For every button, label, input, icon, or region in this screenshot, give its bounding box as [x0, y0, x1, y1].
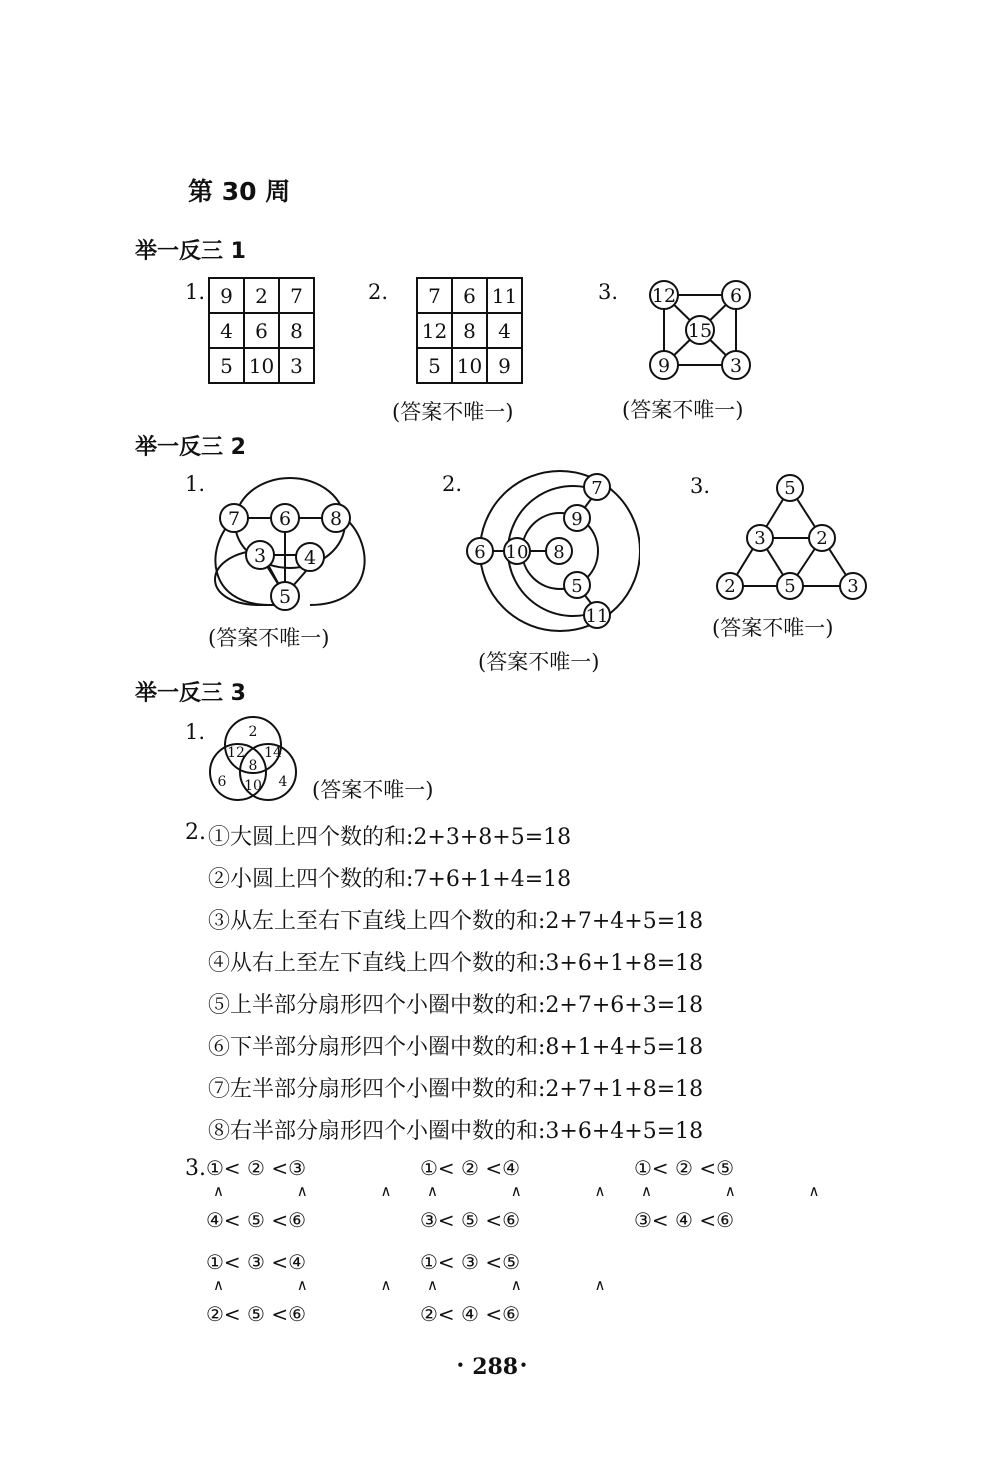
node-label: 2	[816, 528, 828, 549]
sum-line: ④从右上至左下直线上四个数的和:3+6+1+8=18	[208, 951, 704, 976]
grid-cell: 2	[244, 278, 279, 313]
grid-cell: 4	[209, 313, 244, 348]
concentric-circle-diagram	[460, 465, 640, 640]
arrangement-top: ①< ② <④	[420, 1156, 521, 1180]
node-label: 15	[687, 320, 713, 342]
venn-label: 8	[248, 758, 258, 774]
section-heading-1: 举一反三 1	[135, 239, 246, 264]
venn-diagram	[203, 712, 308, 807]
magic-square-2	[416, 277, 523, 384]
venn-label: 14	[264, 745, 282, 761]
s3-q1-label: 1.	[185, 720, 206, 744]
node-label: 3	[847, 576, 859, 597]
arrangement-top: ①< ③ <④	[206, 1250, 307, 1274]
grid-cell: 9	[487, 348, 522, 383]
triangle-diagram	[705, 468, 880, 608]
node-label: 3	[253, 545, 267, 567]
caret-row: ∧ ∧ ∧	[213, 1182, 426, 1200]
section-heading-3: 举一反三 3	[135, 681, 246, 706]
grid-cell: 6	[244, 313, 279, 348]
page-number-text: 288	[472, 1354, 519, 1380]
s1-q3-label: 3.	[598, 280, 619, 304]
s3-q3-label: 3.	[185, 1156, 206, 1181]
node-label: 7	[227, 508, 241, 530]
arrangement-bottom: ④< ⑤ <⑥	[206, 1208, 307, 1232]
s2-q1-note: (答案不唯一)	[208, 626, 330, 650]
square-network-diagram	[640, 275, 760, 385]
dots-decoration: ⠂	[518, 1354, 536, 1380]
caret-row: ∧ ∧ ∧	[427, 1182, 640, 1200]
node-label: 12	[651, 285, 677, 307]
caret-row: ∧ ∧ ∧	[213, 1276, 426, 1294]
grid-cell: 5	[417, 348, 452, 383]
node-label: 6	[729, 285, 743, 307]
node-label: 5	[784, 478, 796, 499]
grid-cell: 11	[487, 278, 522, 313]
grid-cell: 12	[417, 313, 452, 348]
s3-q2-label: 2.	[185, 820, 206, 845]
node-label: 5	[571, 576, 583, 597]
node-label: 5	[278, 586, 292, 608]
s3-q1-note: (答案不唯一)	[312, 778, 434, 802]
grid-cell: 10	[452, 348, 487, 383]
page-number	[455, 1354, 535, 1380]
arrangement-top: ①< ② <③	[206, 1156, 307, 1180]
sum-line: ③从左上至右下直线上四个数的和:2+7+4+5=18	[208, 909, 704, 934]
node-label: 9	[657, 355, 671, 377]
grid-cell: 7	[417, 278, 452, 313]
node-label: 11	[585, 606, 609, 627]
section-heading-2: 举一反三 2	[135, 435, 246, 460]
caret-row: ∧ ∧ ∧	[427, 1276, 640, 1294]
three-circle-diagram	[200, 455, 380, 615]
arrangement-bottom: ②< ⑤ <⑥	[206, 1302, 307, 1326]
sum-line: ①大圆上四个数的和:2+3+8+5=18	[208, 825, 572, 850]
grid-cell: 5	[209, 348, 244, 383]
node-label: 7	[591, 478, 603, 499]
s1-q2-label: 2.	[368, 280, 389, 304]
sum-line: ②小圆上四个数的和:7+6+1+4=18	[208, 867, 572, 892]
node-label: 3	[729, 355, 743, 377]
venn-label: 10	[244, 778, 262, 794]
arrangement-bottom: ③< ④ <⑥	[634, 1208, 735, 1232]
s2-q3-note: (答案不唯一)	[712, 616, 834, 640]
node-label: 6	[474, 542, 486, 563]
venn-label: 12	[227, 745, 245, 761]
sum-line: ⑥下半部分扇形四个小圈中数的和:8+1+4+5=18	[208, 1035, 704, 1060]
node-label: 6	[278, 508, 292, 530]
arrangement-top: ①< ② <⑤	[634, 1156, 735, 1180]
dots-decoration: ⠂	[455, 1354, 473, 1380]
s1-q1-label: 1.	[185, 280, 206, 304]
node-label: 8	[329, 508, 343, 530]
grid-cell: 8	[279, 313, 314, 348]
grid-cell: 4	[487, 313, 522, 348]
grid-cell: 6	[452, 278, 487, 313]
s1-q2-note: (答案不唯一)	[392, 400, 514, 424]
s2-q3-label: 3.	[690, 474, 711, 498]
venn-label: 6	[217, 774, 227, 790]
node-label: 3	[754, 528, 766, 549]
grid-cell: 7	[279, 278, 314, 313]
node-label: 4	[303, 547, 317, 569]
sum-line: ⑦左半部分扇形四个小圈中数的和:2+7+1+8=18	[208, 1077, 704, 1102]
arrangement-top: ①< ③ <⑤	[420, 1250, 521, 1274]
node-label: 5	[784, 576, 796, 597]
page-title: 第 30 周	[188, 177, 291, 206]
node-label: 2	[724, 576, 736, 597]
node-label: 10	[505, 542, 529, 563]
grid-cell: 10	[244, 348, 279, 383]
caret-row: ∧ ∧ ∧	[641, 1182, 854, 1200]
grid-cell: 3	[279, 348, 314, 383]
sum-line: ⑧右半部分扇形四个小圈中数的和:3+6+4+5=18	[208, 1119, 704, 1144]
s1-q3-note: (答案不唯一)	[622, 398, 744, 422]
s2-q2-label: 2.	[442, 472, 463, 496]
sum-line: ⑤上半部分扇形四个小圈中数的和:2+7+6+3=18	[208, 993, 704, 1018]
magic-square-1	[208, 277, 315, 384]
arrangement-bottom: ③< ⑤ <⑥	[420, 1208, 521, 1232]
node-label: 8	[553, 542, 565, 563]
s2-q2-note: (答案不唯一)	[478, 650, 600, 674]
grid-cell: 8	[452, 313, 487, 348]
s2-q1-label: 1.	[185, 472, 206, 496]
venn-label: 2	[248, 724, 258, 740]
node-label: 9	[571, 509, 583, 530]
arrangement-bottom: ②< ④ <⑥	[420, 1302, 521, 1326]
venn-label: 4	[278, 774, 288, 790]
grid-cell: 9	[209, 278, 244, 313]
